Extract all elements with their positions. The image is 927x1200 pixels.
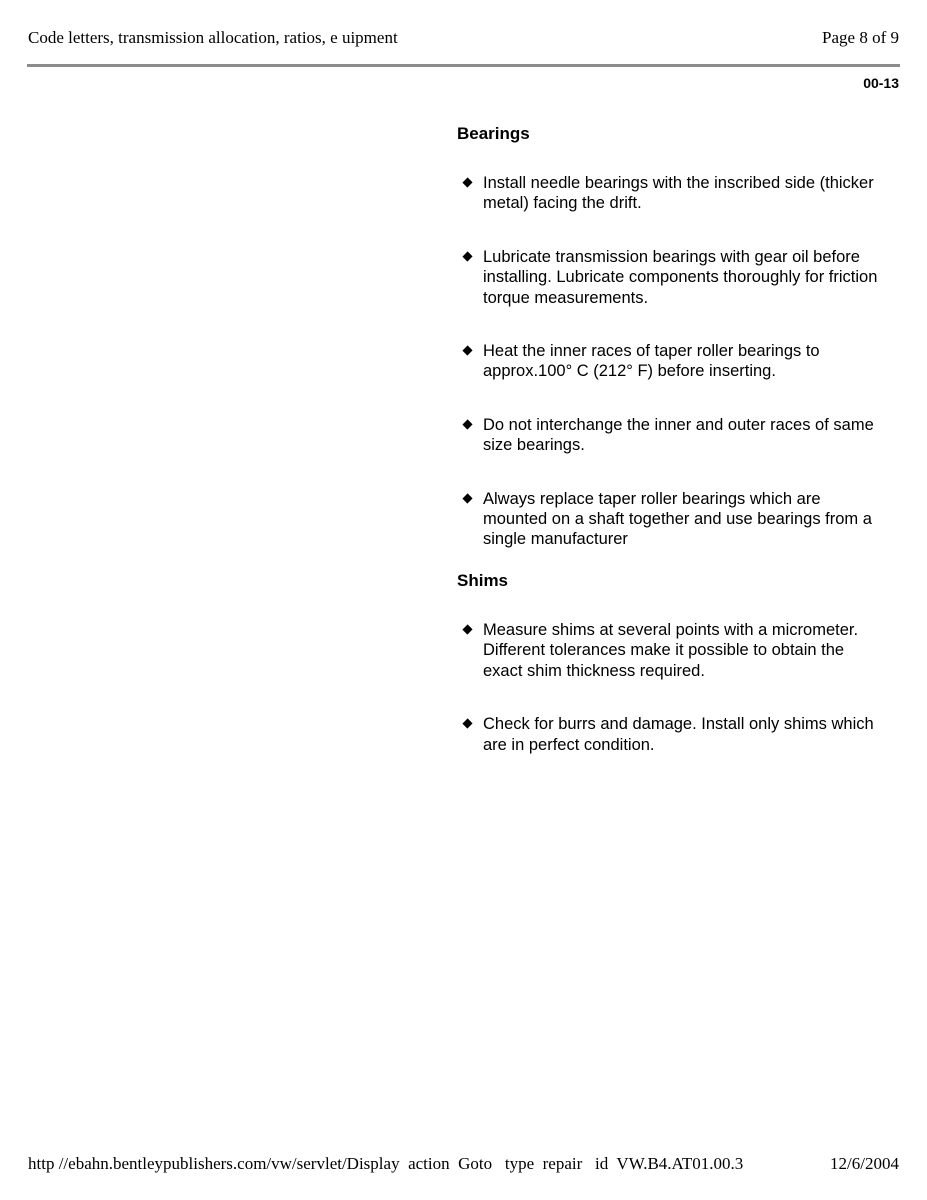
bullet-diamond-icon [462,419,472,429]
header-divider [27,64,900,67]
bullet-diamond-icon [462,624,472,634]
bullet-diamond-icon [462,177,472,187]
list-item-text: Install needle bearings with the inscribed side (thicker metal) facing the drift. [483,174,874,213]
list-item-text: Check for burrs and damage. Install only shims which are in perfect condition. [483,715,874,754]
list-item [457,714,887,755]
bullet-diamond-icon [462,719,472,729]
main-content [457,124,887,755]
page-indicator: Page 8 of 9 [822,28,899,47]
list-item [457,620,887,681]
list-item [457,415,887,456]
section-code: 00-13 [863,75,899,91]
bullet-diamond-icon [462,493,472,503]
list-item-text: Measure shims at several points with a micrometer. Different tolerances make it possible to obtain the exact shim thickness required. [483,620,859,680]
section-heading-shims: Shims [457,570,509,590]
list-item [457,341,887,382]
document-title: Code letters, transmission allocation, ratios, e uipment [28,28,398,47]
list-item-text: Heat the inner races of taper roller bearings to approx.100° C (212° F) before inserting. [483,342,820,381]
section-heading-bearings: Bearings [457,124,530,143]
list-item-text: Lubricate transmission bearings with gear oil before installing. Lubricate components thoroughly for friction torque measurements. [483,247,878,307]
list-item [457,247,887,308]
list-item-text: Always replace taper roller bearings which are mounted on a shaft together and use bearings from a single manufacturer [483,489,872,549]
list-item [457,173,887,214]
footer-url: http //ebahn.bentleypublishers.com/vw/servlet/Display action Goto type repair id VW.B4.AT01.00.3 [28,1154,744,1173]
footer-date: 12/6/2004 [830,1154,899,1173]
list-item [457,489,887,550]
list-item-text: Do not interchange the inner and outer races of same size bearings. [483,415,874,455]
bullet-diamond-icon [462,251,472,261]
bullet-diamond-icon [462,345,472,355]
